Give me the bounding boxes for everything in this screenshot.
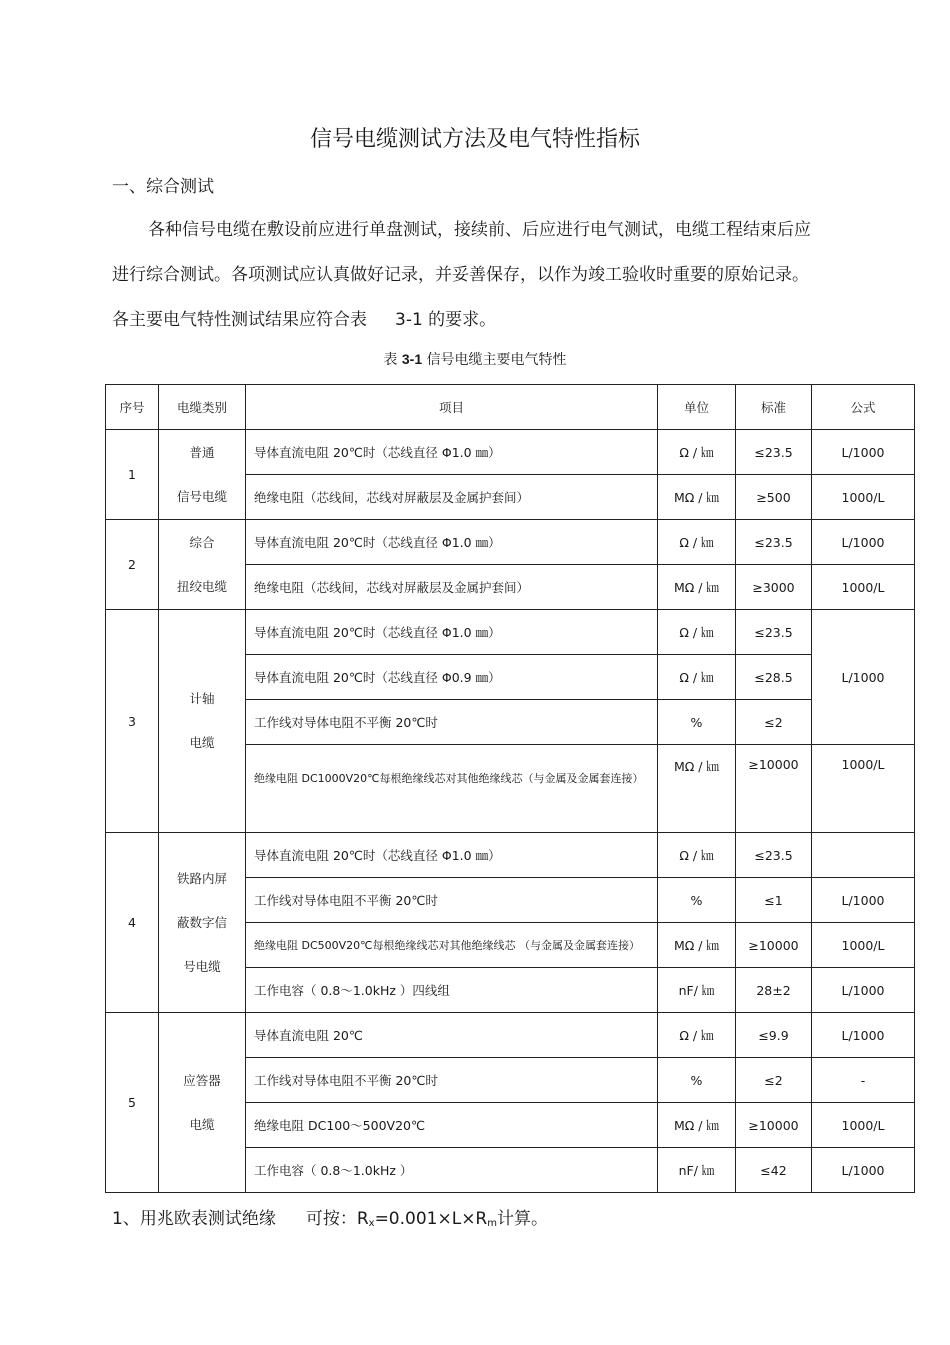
cable-type — [159, 1013, 246, 1193]
unit-cell: MΩ / ㎞ — [658, 475, 736, 520]
standard-cell: ≤23.5 — [736, 610, 812, 655]
unit-cell: Ω / ㎞ — [658, 520, 736, 565]
item-cell: 绝缘电阻（芯线间，芯线对屏蔽层及金属护套间） — [246, 475, 658, 520]
formula-cell: 1000/L — [812, 565, 915, 610]
item-cell: 绝缘电阻 DC1000V20℃每根绝缘线芯对其他绝缘线芯（与金属及金属套连接） — [246, 745, 658, 833]
cable-type-line: 信号电缆 — [176, 488, 227, 504]
unit-cell: MΩ / ㎞ — [658, 1103, 736, 1148]
standard-cell: ≤23.5 — [736, 520, 812, 565]
paragraph-text: 各种信号电缆在敷设前应进行单盘测试，接续前、后应进行电气测试，电缆工程结束后应进行综合测试。各项测试应认真做好记录，并妥善保存，以作为竣工验收时重要的原始记录。各主要电气特性测试结果应符合表 — [112, 220, 811, 330]
header-cell: 标准 — [736, 385, 812, 430]
paragraph-ref: 3-1 的要求。 — [395, 310, 497, 330]
section-heading: 一、综合测试 — [112, 177, 214, 197]
item-cell: 工作电容（ 0.8～1.0kHz ） — [246, 1148, 658, 1193]
unit-cell: Ω / ㎞ — [658, 655, 736, 700]
item-cell: 工作线对导体电阻不平衡 20℃时 — [246, 700, 658, 745]
formula-cell — [812, 833, 915, 878]
page-title: 信号电缆测试方法及电气特性指标 — [309, 127, 640, 152]
caption-prefix: 表 — [383, 352, 398, 368]
cable-type-line: 铁路内屏 — [176, 870, 227, 886]
formula-cell: 1000/L — [812, 1103, 915, 1148]
footer-x: x — [368, 1218, 375, 1229]
formula-cell: L/1000 — [812, 520, 915, 565]
item-cell: 工作电容（ 0.8～1.0kHz ）四线组 — [246, 968, 658, 1013]
header-cell: 单位 — [658, 385, 736, 430]
table-row — [106, 430, 915, 475]
header-cell: 公式 — [812, 385, 915, 430]
item-cell: 工作线对导体电阻不平衡 20℃时 — [246, 1058, 658, 1103]
footer-lead: 1、用兆欧表测试绝缘 — [112, 1209, 276, 1229]
standard-cell: ≤2 — [736, 700, 812, 745]
standard-cell: ≤1 — [736, 878, 812, 923]
row-number: 1 — [106, 430, 159, 520]
standard-cell: ≥10000 — [736, 1103, 812, 1148]
formula-cell: L/1000 — [812, 1013, 915, 1058]
cable-type — [159, 430, 246, 520]
standard-cell: ≤2 — [736, 1058, 812, 1103]
unit-cell: MΩ / ㎞ — [658, 745, 736, 833]
formula-cell: 1000/L — [812, 475, 915, 520]
formula-cell: L/1000 — [812, 430, 915, 475]
item-cell: 导体直流电阻 20℃ — [246, 1013, 658, 1058]
cable-type-line: 电缆 — [189, 1116, 215, 1132]
footer-tail: 计算。 — [497, 1209, 548, 1229]
formula-cell: L/1000 — [812, 610, 915, 745]
item-cell: 绝缘电阻（芯线间，芯线对屏蔽层及金属护套间） — [246, 565, 658, 610]
item-cell: 导体直流电阻 20℃时（芯线直径 Φ1.0 ㎜） — [246, 430, 658, 475]
unit-cell: % — [658, 1058, 736, 1103]
standard-cell: ≤9.9 — [736, 1013, 812, 1058]
row-number: 3 — [106, 610, 159, 833]
table-row — [106, 833, 915, 878]
header-cell: 项目 — [246, 385, 658, 430]
standard-cell: ≥500 — [736, 475, 812, 520]
standard-cell: ≤23.5 — [736, 430, 812, 475]
cable-type-line: 蔽数字信 — [176, 914, 227, 930]
unit-cell: Ω / ㎞ — [658, 1013, 736, 1058]
table-caption — [0, 349, 950, 369]
item-cell: 导体直流电阻 20℃时（芯线直径 Φ1.0 ㎜） — [246, 520, 658, 565]
cable-type — [159, 610, 246, 833]
footer-m: m — [487, 1218, 497, 1229]
footer-mid: 可按： — [305, 1209, 357, 1229]
item-cell: 导体直流电阻 20℃时（芯线直径 Φ0.9 ㎜） — [246, 655, 658, 700]
unit-cell: Ω / ㎞ — [658, 833, 736, 878]
cable-type — [159, 520, 246, 610]
item-cell: 绝缘电阻 DC500V20℃每根绝缘线芯对其他绝缘线芯 （与金属及金属套连接） — [246, 923, 658, 968]
item-cell: 导体直流电阻 20℃时（芯线直径 Φ1.0 ㎜） — [246, 833, 658, 878]
standard-cell: ≥3000 — [736, 565, 812, 610]
item-cell: 绝缘电阻 DC100～500V20℃ — [246, 1103, 658, 1148]
cable-type-line: 扭绞电缆 — [176, 578, 227, 594]
formula-cell: L/1000 — [812, 968, 915, 1013]
cable-type-line: 应答器 — [183, 1072, 221, 1088]
row-number: 4 — [106, 833, 159, 1013]
footer-r: R — [356, 1209, 369, 1229]
unit-cell: nF/ ㎞ — [658, 968, 736, 1013]
standard-cell: ≥10000 — [736, 923, 812, 968]
standard-cell: ≤23.5 — [736, 833, 812, 878]
header-cell: 序号 — [106, 385, 159, 430]
formula-cell: L/1000 — [812, 878, 915, 923]
standard-cell: ≤28.5 — [736, 655, 812, 700]
cable-type — [159, 833, 246, 1013]
standard-cell: ≤42 — [736, 1148, 812, 1193]
cable-type-line: 普通 — [189, 444, 215, 460]
formula-cell: 1000/L — [812, 923, 915, 968]
row-number: 2 — [106, 520, 159, 610]
formula-cell: L/1000 — [812, 1148, 915, 1193]
cable-type-line: 综合 — [189, 534, 215, 550]
intro-paragraph — [112, 208, 812, 343]
footer-eq: =0.001×L×R — [374, 1209, 488, 1229]
footer-note — [112, 1204, 548, 1229]
item-cell: 导体直流电阻 20℃时（芯线直径 Φ1.0 ㎜） — [246, 610, 658, 655]
table-row — [106, 610, 915, 655]
caption-number: 3-1 — [401, 351, 423, 367]
header-cell: 电缆类别 — [159, 385, 246, 430]
cable-type-line: 计轴 — [189, 691, 215, 706]
caption-text: 信号电缆主要电气特性 — [426, 352, 567, 368]
unit-cell: MΩ / ㎞ — [658, 923, 736, 968]
formula-cell: 1000/L — [812, 745, 915, 833]
item-cell: 工作线对导体电阻不平衡 20℃时 — [246, 878, 658, 923]
unit-cell: nF/ ㎞ — [658, 1148, 736, 1193]
standard-cell: ≥10000 — [736, 745, 812, 833]
standard-cell: 28±2 — [736, 968, 812, 1013]
unit-cell: % — [658, 700, 736, 745]
table-row — [106, 1013, 915, 1058]
table-row — [106, 520, 915, 565]
unit-cell: Ω / ㎞ — [658, 430, 736, 475]
formula-cell: - — [812, 1058, 915, 1103]
electrical-characteristics-table — [105, 384, 915, 1193]
unit-cell: % — [658, 878, 736, 923]
unit-cell: Ω / ㎞ — [658, 610, 736, 655]
table-header-row — [106, 385, 915, 430]
cable-type-line: 号电缆 — [183, 958, 221, 974]
row-number: 5 — [106, 1013, 159, 1193]
unit-cell: MΩ / ㎞ — [658, 565, 736, 610]
cable-type-line: 电缆 — [189, 735, 215, 750]
